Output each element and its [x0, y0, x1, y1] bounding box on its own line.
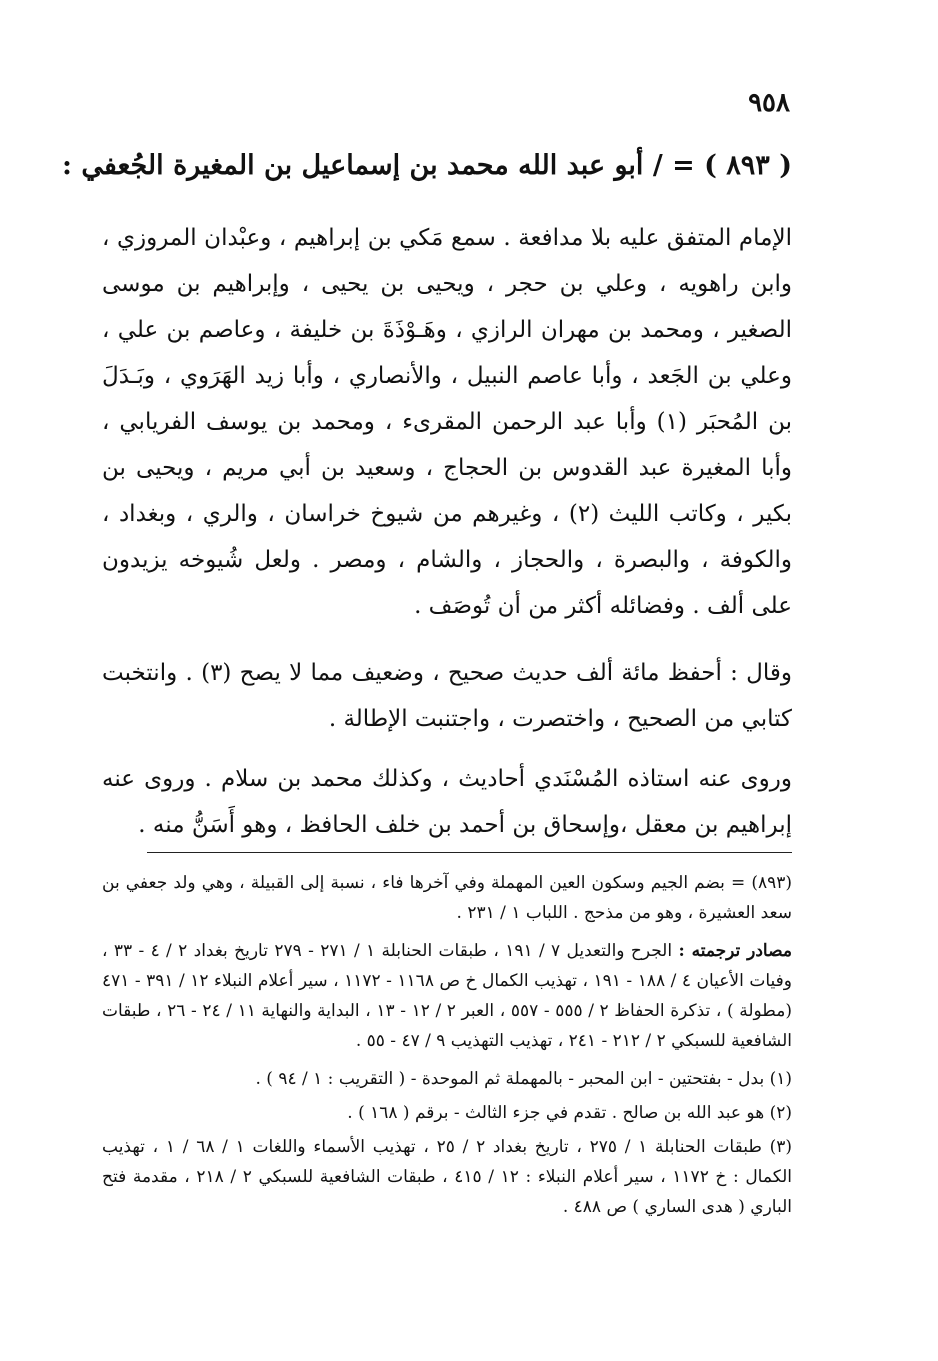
footnote-sources	[102, 936, 792, 1056]
footnote-divider	[147, 852, 792, 853]
paragraph-text: وقال : أحفظ مائة ألف حديث صحيح ، وضعيف مما لا يصح (٣) . وانتخبت كتابي من الصحيح ، واختصرت ، واجتنبت الإطالة .	[102, 660, 792, 732]
footnote-main: (٨٩٣) = بضم الجيم وسكون العين المهملة وفي آخرها فاء ، نسبة إلى القبيلة ، وهي ولد جعفي بن سعد العشيرة ، وهو من مذحج . اللباب ١ / ٢٣١ .	[102, 873, 792, 923]
footnote-3: (٣) طبقات الحنابلة ١ / ٢٧٥ ، تاريخ بغداد ٢ / ٢٥ ، تهذيب الأسماء واللغات ١ / ٦٨ / ١ ، تهذيب الكمال : خ ١١٧٢ ، سير أعلام النبلاء : ١٢ / ٤١٥ ، طبقات الشافعية للسبكي ٢ / ٢١٨ ، مقدمة فتح الباري ( هدى الساري ) ص ٤٨٨ .	[102, 1137, 793, 1217]
entry-heading: ( ٨٩٣ ) = / أبو عبد الله محمد بن إسماعيل بن المغيرة الجُعفي :	[61, 150, 792, 181]
quote-paragraph	[102, 650, 792, 742]
sources-text: الجرح والتعديل ٧ / ١٩١ ، طبقات الحنابلة ١ / ٢٧١ - ٢٧٩ تاريخ بغداد ٢ / ٤ - ٣٣ ، وفيات الأعيان ٤ / ١٨٨ - ١٩١ ، تهذيب الكمال خ ص ١١٦٨ - ١١٧٢ ، سير أعلام النبلاء ١٢ / ٣٩١ - ٤٧١ (مطولة ) ، تذكرة الحفاظ ٢ / ٥٥٥ - ٥٥٧ ، العبر ٢ / ١٢ - ١٣ ، البداية والنهاية ١١ / ٢٤ - ٢٦ ، طبقات الشافعية للسبكي ٢ / ٢١٢ - ٢٤١ ، تهذيب التهذيب ٩ / ٤٧ - ٥٥ .	[102, 941, 792, 1051]
narrators-paragraph	[102, 756, 792, 848]
paragraph-text: وروى عنه استاذه المُسْنَدي أحاديث ، وكذلك محمد بن سلام . وروى عنه إبراهيم بن معقل ،وإسحاق بن أحمد بن خلف الحافظ ، وهو أَسَنُّ منه .	[102, 766, 792, 838]
sources-label: مصادر ترجمته :	[678, 941, 792, 961]
page-number: ٩٥٨	[748, 88, 790, 118]
paragraph-text: الإمام المتفق عليه بلا مدافعة . سمع مَكي بن إبراهيم ، وعبْدان المروزي ، وابن راهويه ، وعلي بن حجر ، ويحيى بن يحيى ، وإبراهيم بن موسى الصغير ، ومحمد بن مهران الرازي ، وهَـوْذَةَ بن خليفة ، وعاصم بن علي ، وعلي بن الجَعد ، وأبا عاصم النبيل ، والأنصاري ، وأبا زيد الهَرَوي ، وبَـدَلَ بن المُحبَر (١) وأبا عبد الرحمن المقرىء ، ومحمد بن يوسف الفريابي ، وأبا المغيرة عبد القدوس بن الحجاج ، وسعيد بن أبي مريم ، ويحيى بن بكير ، وكاتب الليث (٢) ، وغيرهم من شيوخ خراسان ، والري ، وبغداد ، والكوفة ، والبصرة ، والحجاز ، والشام ، ومصر . ولعل شُيوخه يزيدون على ألف . وفضائله أكثر من أن تُوصَف .	[102, 225, 792, 619]
footnotes-section	[102, 868, 792, 1226]
footnote-1: (١) بدل - بفتحتين - ابن المحبر - بالمهملة ثم الموحدة - ( التقريب : ١ / ٩٤ ) .	[255, 1069, 792, 1089]
footnote-2: (٢) هو عبد الله بن صالح . تقدم في جزء الثالث - برقم ( ١٦٨ ) .	[347, 1103, 792, 1123]
biography-paragraph	[102, 215, 792, 629]
